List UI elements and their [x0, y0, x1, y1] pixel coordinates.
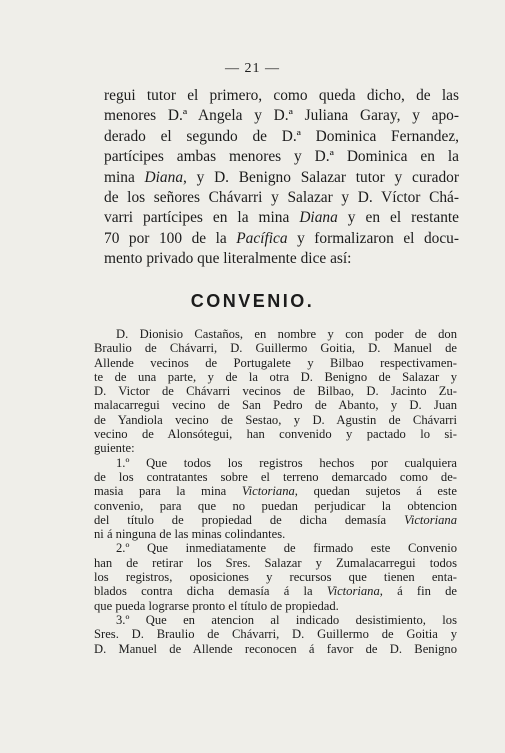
text-line: derado el segundo de D.ª Dominica Fernandez, — [104, 127, 459, 145]
convenio-body — [94, 327, 457, 656]
text-line: masia para la mina Victoriana, quedan sujetos á este — [94, 484, 457, 499]
text-line: ni á ninguna de las minas colindantes. — [94, 527, 286, 542]
text-line: varri partícipes en la mina Diana y en el restante — [104, 209, 459, 227]
text-line: D. Victor de Chávarri vecinos de Bilbao, D. Jacinto Zu- — [94, 384, 457, 399]
section-title: CONVENIO. — [190, 291, 315, 311]
text-line: blados contra dicha demasía á la Victoriana, á fin de — [94, 584, 458, 599]
text-line: vecino de Alonsótegui, han convenido y pactado lo si- — [94, 427, 457, 442]
page-number: — 21 — — [225, 61, 280, 76]
text-line: partícipes ambas menores y D.ª Dominica en la — [104, 148, 459, 166]
text-line: 3.º Que en atencion al indicado desistimiento, los — [116, 612, 457, 627]
text-line: regui tutor el primero, como queda dicho, de las — [104, 87, 459, 104]
text-line: 70 por 100 de la Pacífica y formalizaron el docu- — [104, 229, 459, 247]
text-line: 2.º Que inmediatamente de firmado este Convenio — [116, 541, 457, 556]
text-line: de los señores Chávarri y Salazar y D. Víctor Chá- — [104, 189, 459, 207]
text-line: de los contratantes sobre el terreno demarcado como de- — [94, 469, 457, 484]
text-line: han de retirar los Sres. Salazar y Zumalacarregui todos — [94, 555, 457, 570]
text-line: malacarregui vecino de San Pedro de Abanto, y D. Juan — [94, 398, 457, 413]
text-line: D. Dionisio Castaños, en nombre y con poder de don — [116, 327, 457, 341]
text-line: de Yandiola vecino de Sestao, y D. Agustin de Chávarri — [94, 412, 457, 427]
text-line: Allende vecinos de Portugalete y Bilbao respectivamen- — [94, 355, 457, 370]
text-line: convenio, para que no puedan perjudicar la obtencion — [94, 498, 457, 513]
text-line: del título de propiedad de dicha demasía Victoriana — [94, 512, 457, 527]
text-line: menores D.ª Angela y D.ª Juliana Garay, y apo- — [104, 107, 459, 125]
text-line: los registros, oposiciones y recursos que tienen enta- — [94, 570, 457, 585]
text-line: guiente: — [94, 441, 135, 456]
text-line: mina Diana, y D. Benigno Salazar tutor y curador — [104, 168, 459, 186]
text-line: mento privado que literalmente dice así: — [104, 250, 352, 268]
intro-paragraph — [104, 86, 459, 270]
text-line: Sres. D. Braulio de Chávarri, D. Guillermo de Goitia y — [94, 627, 457, 642]
text-line: Braulio de Chávarri, D. Guillermo Goitia, D. Manuel de — [94, 341, 457, 356]
text-line: que pueda lograrse pronto el título de propiedad. — [94, 598, 339, 613]
text-line: te de una parte, y de la otra D. Benigno de Salazar y — [94, 369, 457, 384]
text-line: 1.º Que todos los registros hechos por cualquiera — [116, 455, 457, 470]
text-line: D. Manuel de Allende reconocen á favor de D. Benigno — [94, 641, 457, 656]
